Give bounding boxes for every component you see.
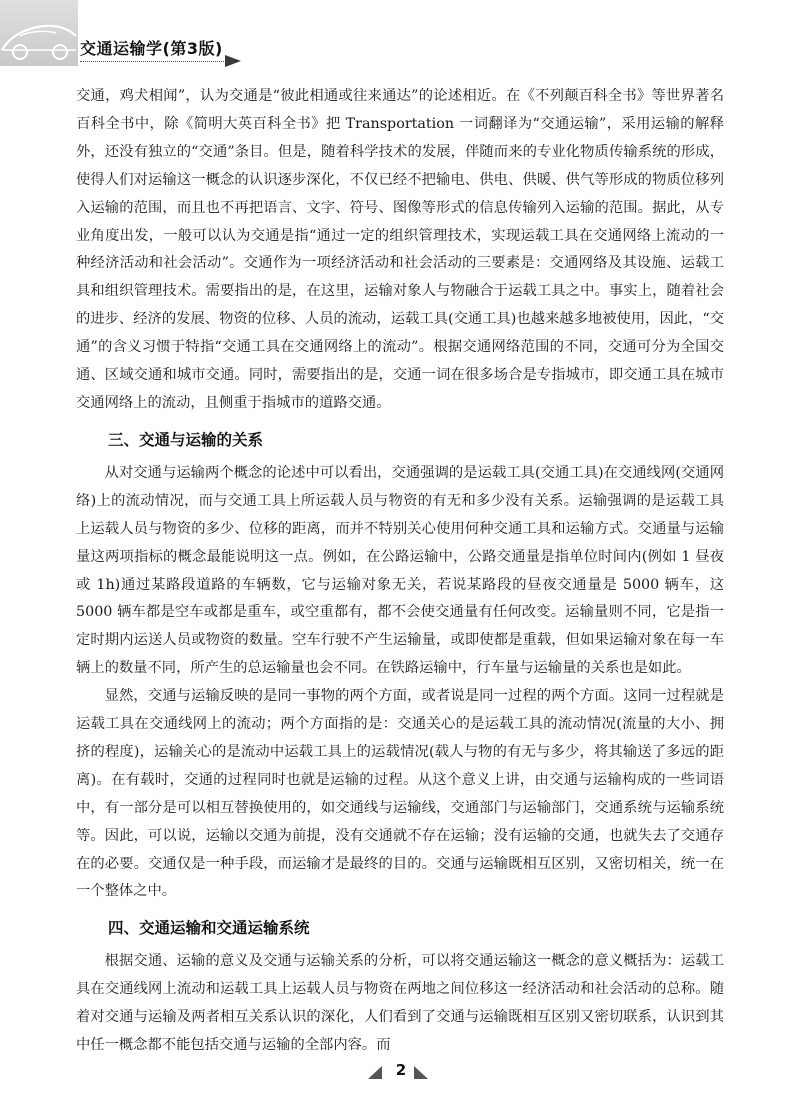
- page-header: [0, 0, 790, 70]
- arrow-right-icon: [225, 55, 241, 67]
- page-number: 2: [395, 1061, 407, 1079]
- body-paragraph: 从对交通与运输两个概念的论述中可以看出，交通强调的是运载工具(交通工具)在交通线网(交通网络)上的流动情况，而与交通工具上所运载人员与物资的有无和多少没有关系。运输强调的是运载工具上运载人员与物资的多少、位移的距离，而并不特别关心使用何种交通工具和运输方式。交通量与运输量这两项指标的概念最能说明这一点。例如，在公路运输中，公路交通量是指单位时间内(例如 1 昼夜或 1h)通过某路段道路的车辆数，它与运输对象无关，若说某路段的昼夜交通量是 5000 辆车，这 5000 辆车都是空车或都是重车，或空重都有，都不会使交通量有任何改变。运输量则不同，它是指一定时期内运送人员或物资的数量。空车行驶不产生运输量，或即使都是重载，但如果运输对象在每一车辆上的数量不同，所产生的总运输量也会不同。在铁路运输中，行车量与运输量的关系也是如此。: [76, 464, 724, 677]
- body-paragraph: 根据交通、运输的意义及交通与运输关系的分析，可以将交通运输这一概念的意义概括为：运载工具在交通线网上流动和运载工具上运载人员与物资在两地之间位移这一经济活动和社会活动的总称。随着对交通与运输及两者相互关系认识的深化，人们看到了交通与运输既相互区别又密切联系，认识到其中任一概念都不能包括交通与运输的全部内容。而: [76, 953, 724, 1054]
- triangle-right-icon: [414, 1066, 428, 1079]
- page-content: [76, 83, 724, 1060]
- triangle-left-icon: [368, 1066, 382, 1079]
- section-heading: 四、交通运输和交通运输系统: [108, 919, 310, 938]
- page-footer: [0, 1058, 790, 1088]
- section-heading: 三、交通与运输的关系: [108, 430, 264, 449]
- car-outline-icon: [0, 6, 78, 62]
- book-title: 交通运输学(第3版): [80, 39, 223, 58]
- header-dotted-rule: [80, 61, 226, 62]
- body-paragraph: 交通，鸡犬相闻”，认为交通是“彼此相通或往来通达”的论述相近。在《不列颠百科全书》等世界著名百科全书中，除《简明大英百科全书》把 Transportation 一词翻译为“交通运输”，采用运输的解释外，还没有独立的“交通”条目。但是，随着科学技术的发展，伴随而来的专业化物质传输系统的形成，使得人们对运输这一概念的认识逐步深化，不仅已经不把输电、供电、供暖、供气等形成的物质位移列入运输的范围，而且也不再把语言、文字、符号、图像等形式的信息传输列入运输的范围。据此，从专业角度出发，一般可以认为交通是指“通过一定的组织管理技术，实现运载工具在交通网络上流动的一种经济活动和社会活动”。交通作为一项经济活动和社会活动的三要素是：交通网络及其设施、运载工具和组织管理技术。需要指出的是，在这里，运输对象人与物融合于运载工具之中。事实上，随着社会的进步、经济的发展、物资的位移、人员的流动，运载工具(交通工具)也越来越多地被使用，因此，“交通”的含义习惯于特指“交通工具在交通网络上的流动”。根据交通网络范围的不同，交通可分为全国交通、区域交通和城市交通。同时，需要指出的是，交通一词在很多场合是专指城市，即交通工具在城市交通网络上的流动，且侧重于指城市的道路交通。: [76, 88, 724, 411]
- body-paragraph: 显然，交通与运输反映的是同一事物的两个方面，或者说是同一过程的两个方面。这同一过程就是运载工具在交通线网上的流动；两个方面指的是：交通关心的是运载工具的流动情况(流量的大小、拥挤的程度)，运输关心的是流动中运载工具上的运载情况(载人与物的有无与多少，将其输送了多远的距离)。在有载时，交通的过程同时也就是运输的过程。从这个意义上讲，由交通与运输构成的一些词语中，有一部分是可以相互替换使用的，如交通线与运输线，交通部门与运输部门，交通系统与运输系统等。因此，可以说，运输以交通为前提，没有交通就不存在运输；没有运输的交通，也就失去了交通存在的必要。交通仅是一种手段，而运输才是最终的目的。交通与运输既相互区别，又密切相关，统一在一个整体之中。: [76, 688, 724, 900]
